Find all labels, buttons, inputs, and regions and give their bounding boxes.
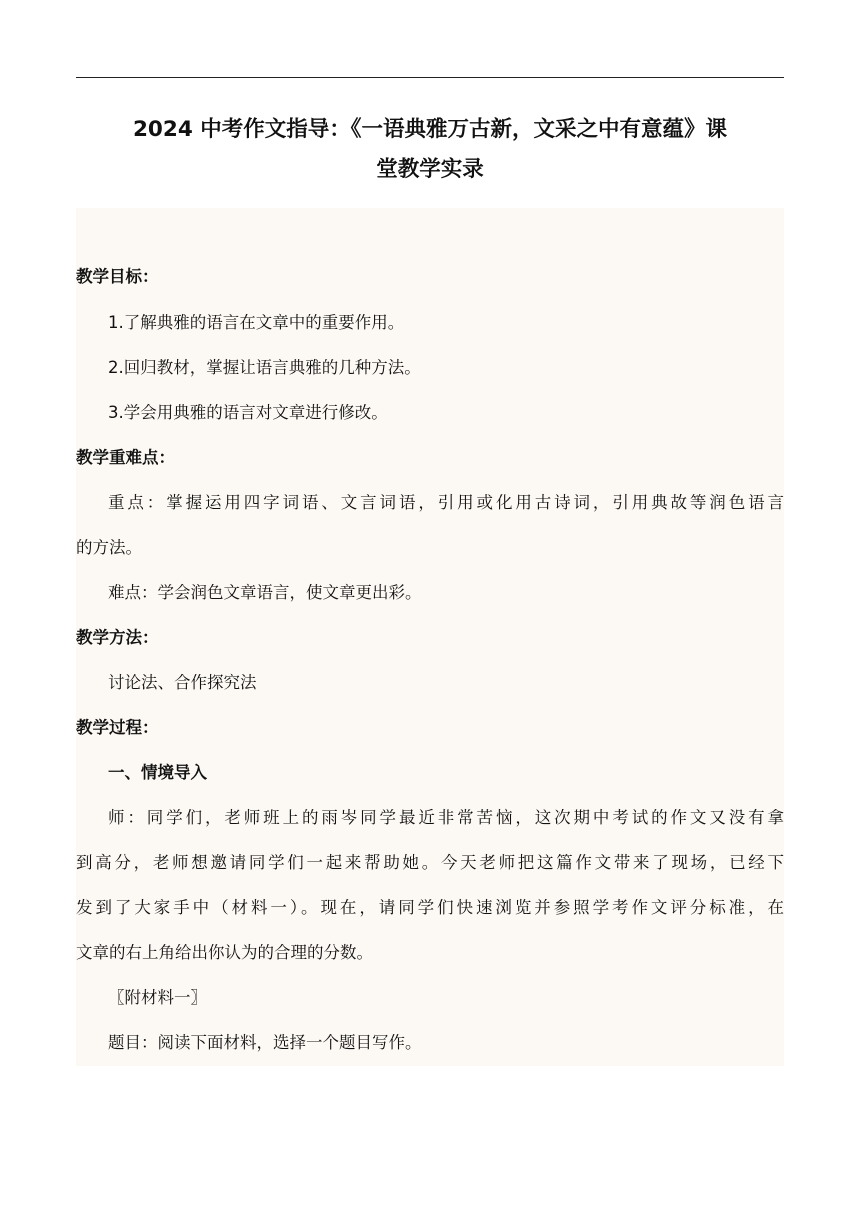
keypoint-line-2: 的方法。: [76, 538, 142, 557]
attachment-label: 〖附材料一〗: [108, 988, 207, 1007]
teacher-line-3: 发到了大家手中（材料一）。现在，请同学们快速浏览并参照学考作文评分标准，在: [76, 898, 784, 917]
teacher-line-4: 文章的右上角给出你认为的合理的分数。: [76, 943, 373, 962]
teacher-line-1: 师：同学们，老师班上的雨岑同学最近非常苦恼，这次期中考试的作文又没有拿: [108, 808, 784, 827]
content-panel: [76, 208, 784, 1066]
objective-2: 2.回归教材，掌握让语言典雅的几种方法。: [108, 358, 421, 377]
keypoint-line-1: 重点：掌握运用四字词语、文言词语，引用或化用古诗词，引用典故等润色语言: [108, 493, 784, 512]
keypoints-heading: 教学重难点：: [76, 448, 175, 467]
method-heading: 教学方法：: [76, 628, 159, 647]
title-line-1: 2024 中考作文指导：《一语典雅万古新，文采之中有意蕴》课: [132, 117, 728, 142]
title-line-2: 堂教学实录: [376, 157, 484, 182]
objective-1: 1.了解典雅的语言在文章中的重要作用。: [108, 313, 405, 332]
document-title: [76, 110, 784, 190]
teacher-line-2: 到高分，老师想邀请同学们一起来帮助她。今天老师把这篇作文带来了现场，已经下: [76, 853, 784, 872]
process-heading: 教学过程：: [76, 718, 159, 737]
method-text: 讨论法、合作探究法: [108, 673, 257, 692]
prompt-text: 题目：阅读下面材料，选择一个题目写作。: [108, 1033, 422, 1052]
header-rule: [76, 77, 784, 78]
section-1-heading: 一、情境导入: [108, 763, 207, 782]
difficulty-text: 难点：学会润色文章语言，使文章更出彩。: [108, 583, 422, 602]
objective-3: 3.学会用典雅的语言对文章进行修改。: [108, 403, 388, 422]
objectives-heading: 教学目标：: [76, 267, 159, 286]
